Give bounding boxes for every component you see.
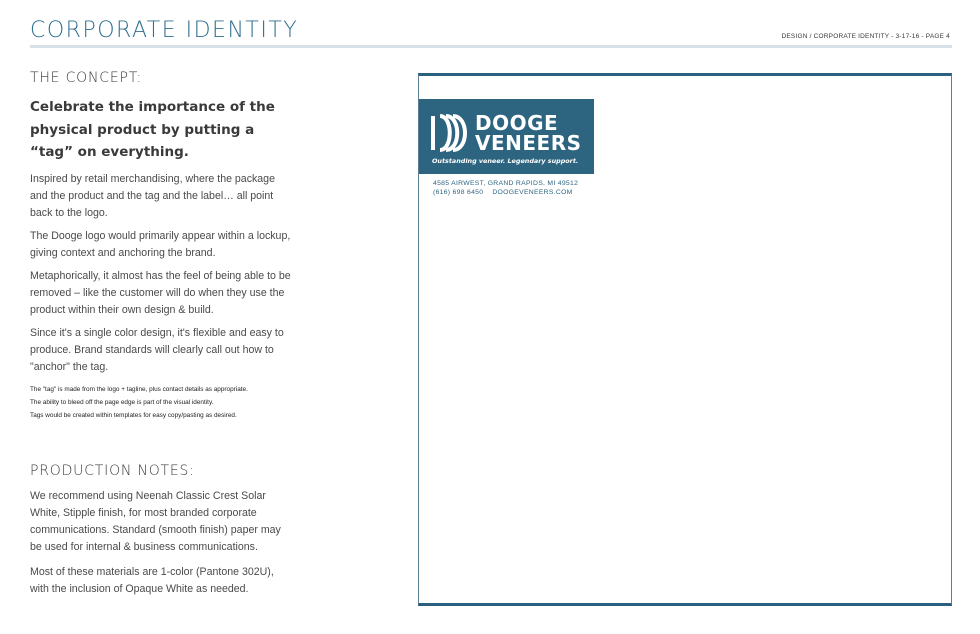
logo-word-veneers: VENEERS xyxy=(475,131,582,155)
concept-heading: THE CONCEPT: xyxy=(30,70,143,86)
logo-word-dooge: DOOGE xyxy=(475,111,559,135)
header-meta: DESIGN / CORPORATE IDENTITY - 3-17-16 - PAGE 4 xyxy=(781,33,950,40)
concept-paragraph: Metaphorically, it almost has the feel of being able to be removed – like the customer will do when they use the product within their own design & build. xyxy=(30,269,291,316)
contact-address: 4585 AIRWEST, GRAND RAPIDS, MI 49512 xyxy=(433,180,579,187)
contact-line xyxy=(433,189,573,196)
concept-section xyxy=(30,70,292,422)
production-heading: PRODUCTION NOTES: xyxy=(30,463,195,479)
production-paragraph: We recommend using Neenah Classic Crest Solar White, Stipple finish, for most branded corporate communications. Standard (smooth finish) paper may be used for internal & business communications. xyxy=(30,490,281,553)
production-section xyxy=(30,463,292,598)
dooge-d-stripes-icon xyxy=(431,114,471,152)
logo-tagline: Outstanding veneer. Legendary support. xyxy=(432,157,579,165)
concept-note: Tags would be created within templates for easy copy/pasting as desired. xyxy=(30,411,237,419)
logo-tag xyxy=(419,99,594,174)
concept-notes xyxy=(30,383,292,422)
concept-paragraph: Since it's a single color design, it's flexible and easy to produce. Brand standards will clearly call out how to "anchor" the tag. xyxy=(30,326,284,373)
concept-note: The "tag" is made from the logo + tagline, plus contact details as appropriate. xyxy=(30,385,248,393)
concept-note: The ability to bleed off the page edge is part of the visual identity. xyxy=(30,398,214,406)
letterhead-preview xyxy=(418,73,952,606)
contact-phone: (616) 698 6450 xyxy=(433,189,484,196)
production-paragraph: Most of these materials are 1-color (Pantone 302U), with the inclusion of Opaque White as needed. xyxy=(30,566,274,595)
concept-lead: Celebrate the importance of the physical product by putting a “tag” on everything. xyxy=(30,99,275,160)
contact-website: DOOGEVENEERS.COM xyxy=(492,189,573,196)
header-rule xyxy=(30,45,952,48)
page-title: CORPORATE IDENTITY xyxy=(30,18,299,43)
concept-paragraph: Inspired by retail merchandising, where the package and the product and the tag and the label… all point back to the logo. xyxy=(30,172,275,219)
concept-paragraph: The Dooge logo would primarily appear within a lockup, giving context and anchoring the brand. xyxy=(30,229,291,259)
